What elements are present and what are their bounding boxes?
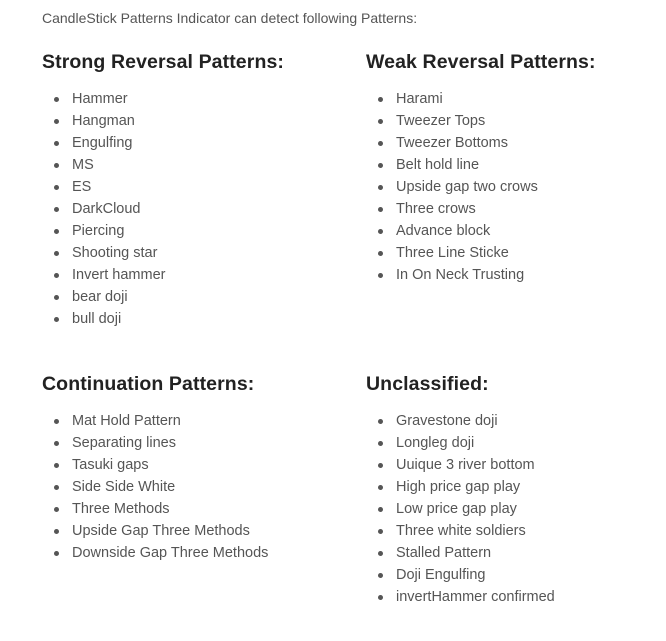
list-item	[42, 410, 268, 432]
list-item	[366, 476, 555, 498]
list-item	[366, 220, 596, 242]
bullet-icon	[54, 141, 59, 146]
list-item	[366, 132, 596, 154]
list-item-label: Tasuki gaps	[72, 457, 149, 473]
bullet-icon	[54, 485, 59, 490]
section-heading: Unclassified:	[366, 373, 489, 395]
list-item-label: Harami	[396, 91, 443, 107]
bullet-icon	[54, 295, 59, 300]
bullet-icon	[54, 419, 59, 424]
list-item-label: Tweezer Tops	[396, 113, 486, 129]
list-item	[366, 242, 596, 264]
bullet-icon	[378, 441, 383, 446]
bullet-icon	[378, 595, 383, 600]
list-item	[42, 542, 268, 564]
list-item-label: Invert hammer	[72, 267, 166, 283]
list-item	[42, 88, 284, 110]
bullet-icon	[378, 419, 383, 424]
bullet-icon	[378, 507, 383, 512]
bullet-icon	[54, 317, 59, 322]
list-item	[366, 586, 555, 608]
list-item	[366, 176, 596, 198]
list-item-label: Advance block	[396, 223, 491, 239]
list-item	[42, 242, 284, 264]
list-item-label: Hangman	[72, 113, 135, 129]
bullet-icon	[378, 463, 383, 468]
bullet-icon	[378, 485, 383, 490]
list-item-label: ES	[72, 179, 92, 195]
bullet-icon	[378, 251, 383, 256]
bullet-icon	[54, 97, 59, 102]
bullet-icon	[378, 163, 383, 168]
list-item	[42, 520, 268, 542]
bullet-icon	[378, 141, 383, 146]
list-item	[42, 154, 284, 176]
list-item-label: Tweezer Bottoms	[396, 135, 509, 151]
section-heading: Strong Reversal Patterns:	[42, 51, 284, 73]
strong-reversal-section	[42, 50, 284, 330]
bullet-icon	[378, 529, 383, 534]
list-item-label: bear doji	[72, 289, 128, 305]
list-item-label: DarkCloud	[72, 201, 141, 217]
list-item	[366, 154, 596, 176]
list-item-label: High price gap play	[396, 479, 521, 495]
list-item-label: Piercing	[72, 223, 125, 239]
list-item	[42, 220, 284, 242]
pattern-list	[366, 88, 596, 286]
bullet-icon	[54, 229, 59, 234]
pattern-list	[42, 88, 284, 330]
list-item-label: Doji Engulfing	[396, 567, 486, 583]
bullet-icon	[378, 207, 383, 212]
bullet-icon	[54, 207, 59, 212]
list-item	[42, 176, 284, 198]
section-heading: Weak Reversal Patterns:	[366, 51, 596, 73]
list-item	[366, 410, 555, 432]
intro-text: CandleStick Patterns Indicator can detect following Patterns:	[42, 10, 418, 26]
bullet-icon	[378, 185, 383, 190]
bullet-icon	[54, 551, 59, 556]
list-item-label: Engulfing	[72, 135, 133, 151]
list-item-label: Downside Gap Three Methods	[72, 545, 269, 561]
list-item	[366, 264, 596, 286]
bullet-icon	[378, 573, 383, 578]
list-item-label: Side Side White	[72, 479, 176, 495]
list-item-label: Stalled Pattern	[396, 545, 492, 561]
list-item-label: invertHammer confirmed	[396, 589, 555, 605]
list-item-label: Three crows	[396, 201, 476, 217]
list-item-label: Longleg doji	[396, 435, 475, 451]
bullet-icon	[378, 229, 383, 234]
list-item	[42, 264, 284, 286]
list-item-label: Gravestone doji	[396, 413, 498, 429]
list-item-label: Separating lines	[72, 435, 176, 451]
bullet-icon	[378, 551, 383, 556]
section-heading: Continuation Patterns:	[42, 373, 255, 395]
list-item-label: Upside Gap Three Methods	[72, 523, 250, 539]
bullet-icon	[54, 507, 59, 512]
unclassified-section	[366, 372, 555, 608]
list-item-label: Belt hold line	[396, 157, 480, 173]
list-item	[366, 454, 555, 476]
list-item-label: Three Methods	[72, 501, 170, 517]
list-item	[42, 308, 284, 330]
list-item-label: Low price gap play	[396, 501, 517, 517]
weak-reversal-section	[366, 50, 596, 286]
bullet-icon	[54, 163, 59, 168]
list-item-label: Three Line Sticke	[396, 245, 509, 261]
bullet-icon	[54, 529, 59, 534]
pattern-list	[42, 410, 268, 564]
bullet-icon	[378, 97, 383, 102]
bullet-icon	[54, 441, 59, 446]
list-item-label: Hammer	[72, 91, 128, 107]
list-item	[42, 198, 284, 220]
bullet-icon	[378, 119, 383, 124]
list-item-label: Mat Hold Pattern	[72, 413, 181, 429]
list-item	[42, 432, 268, 454]
list-item-label: Uuique 3 river bottom	[396, 457, 535, 473]
bullet-icon	[54, 463, 59, 468]
list-item	[366, 198, 596, 220]
bullet-icon	[54, 119, 59, 124]
list-item	[42, 454, 268, 476]
bullet-icon	[54, 185, 59, 190]
list-item	[42, 286, 284, 308]
bullet-icon	[378, 273, 383, 278]
list-item	[366, 498, 555, 520]
list-item	[366, 542, 555, 564]
list-item	[366, 110, 596, 132]
list-item	[366, 564, 555, 586]
list-item	[42, 132, 284, 154]
list-item-label: In On Neck Trusting	[396, 267, 525, 283]
list-item	[366, 520, 555, 542]
list-item-label: Three white soldiers	[396, 523, 526, 539]
list-item-label: Shooting star	[72, 245, 158, 261]
bullet-icon	[54, 251, 59, 256]
list-item	[42, 476, 268, 498]
continuation-section	[42, 372, 268, 564]
list-item-label: bull doji	[72, 311, 122, 327]
list-item	[42, 110, 284, 132]
list-item	[366, 432, 555, 454]
list-item	[366, 88, 596, 110]
bullet-icon	[54, 273, 59, 278]
list-item	[42, 498, 268, 520]
list-item-label: Upside gap two crows	[396, 179, 538, 195]
pattern-list	[366, 410, 555, 608]
list-item-label: MS	[72, 157, 94, 173]
